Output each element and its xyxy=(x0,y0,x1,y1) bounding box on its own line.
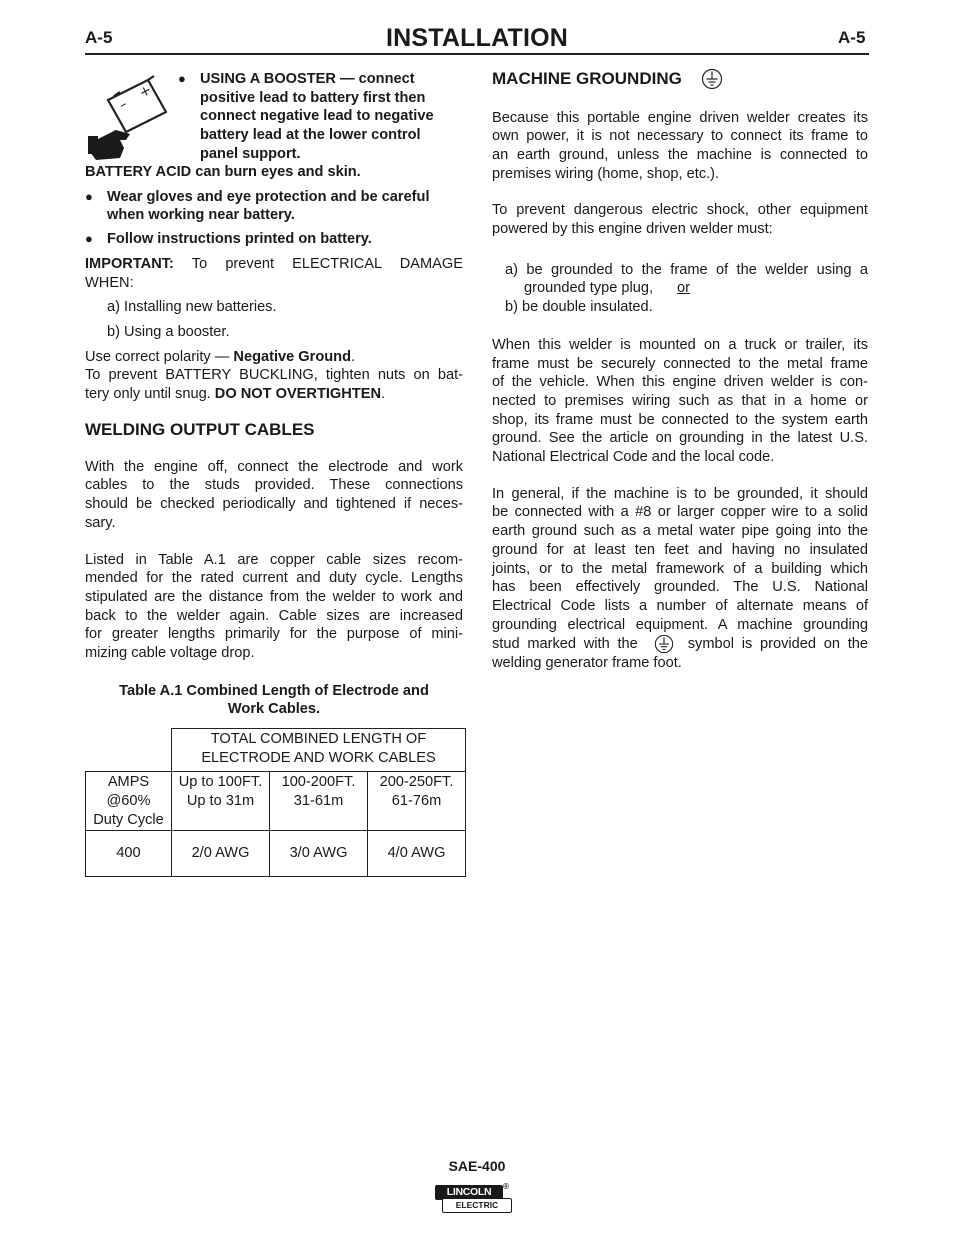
grounding-heading xyxy=(492,69,868,90)
grounding-p1-line: Because this portable engine driven welder creates its xyxy=(492,109,868,126)
important-item-b: b) Using a booster. xyxy=(107,323,230,340)
table-top-header xyxy=(172,729,466,772)
length-column-header xyxy=(368,772,466,831)
cables-paragraph-1 xyxy=(85,458,463,533)
cables-p2-line: for greater lengths primarily for the purpose of mini- xyxy=(85,626,463,643)
lincoln-electric-logo xyxy=(433,1182,513,1213)
polarity-bold: Negative Ground xyxy=(233,348,351,365)
grounding-p4-line: has been effectively grounded. The U.S. National xyxy=(492,579,868,596)
cables-p2-line: mizing cable voltage drop. xyxy=(85,645,255,662)
symbol-line-post: symbol is provided on the xyxy=(687,636,868,653)
important-text: To prevent ELECTRICAL DAMAGE xyxy=(173,255,463,272)
booster-line: connect negative lead to negative xyxy=(200,108,434,125)
length-header-ft: Up to 100FT. xyxy=(178,774,263,790)
grounding-p4-line: In general, if the machine is to be grounded, it should xyxy=(492,485,868,502)
length-column-header xyxy=(172,772,270,831)
requirement-a-cont xyxy=(505,279,868,298)
length-column-header xyxy=(270,772,368,831)
cables-p2-line: stipulated are the distance from the welder to work and xyxy=(85,588,463,605)
table-caption-line: Work Cables. xyxy=(227,701,321,718)
grounding-p2-line: powered by this engine driven welder must: xyxy=(492,221,773,238)
important-note xyxy=(85,255,463,274)
grounding-p1-line: premises wiring (home, shop, etc.). xyxy=(492,165,720,182)
page-title: INSTALLATION xyxy=(385,24,568,52)
cable-size-cell: 2/0 AWG xyxy=(172,831,270,877)
requirement-b: b) be double insulated. xyxy=(505,299,653,316)
cables-p2-line: mended for the rated current and duty cycle. Lengths xyxy=(85,570,463,587)
important-item-a: a) Installing new batteries. xyxy=(107,299,277,316)
amps-value-cell: 400 xyxy=(86,831,172,877)
model-number: SAE-400 xyxy=(448,1158,506,1174)
left-column xyxy=(85,163,463,719)
grounding-p1-line: own power, it is not necessary to connect its frame to xyxy=(492,128,868,145)
grounding-paragraph-1 xyxy=(492,109,868,184)
cables-heading: WELDING OUTPUT CABLES xyxy=(85,419,315,439)
grounding-p3-line: nected to premises wiring such as that in a home or xyxy=(492,392,868,409)
battery-acid-warning-icon xyxy=(86,70,176,162)
amps-header-line: AMPS xyxy=(107,774,150,790)
buckling-bold: DO NOT OVERTIGHTEN xyxy=(214,386,382,403)
table-corner xyxy=(86,729,172,772)
table-top-header-line: TOTAL COMBINED LENGTH OF xyxy=(210,731,427,747)
buckling-note-cont xyxy=(85,385,463,404)
page-code-right: A-5 xyxy=(838,28,866,47)
cable-size-cell: 4/0 AWG xyxy=(368,831,466,877)
table-caption-line: Table A.1 Combined Length of Electrode and xyxy=(119,682,429,699)
polarity-note xyxy=(85,348,463,367)
grounding-p3-line: When this welder is mounted on a truck or trailer, its xyxy=(492,336,868,353)
grounding-p3-line: of the vehicle. When this engine driven welder is con- xyxy=(492,374,868,391)
length-header-m: 31-61m xyxy=(293,793,344,809)
grounding-p1-line: an earth ground, unless the machine is connected to xyxy=(492,146,868,163)
requirement-a-text: grounded type plug, xyxy=(524,280,654,297)
length-header-ft: 200-250FT. xyxy=(379,774,454,790)
length-header-m: 61-76m xyxy=(391,793,442,809)
booster-line: positive lead to battery first then xyxy=(200,89,426,106)
amps-header-line: @60% xyxy=(106,793,151,809)
booster-bullet xyxy=(178,70,468,164)
cable-size-table xyxy=(85,728,466,877)
gloves-line: when working near battery. xyxy=(107,207,295,224)
important-label: IMPORTANT: xyxy=(85,255,174,272)
requirement-or: or xyxy=(677,280,690,297)
buckling-text: tery only until snug. xyxy=(85,386,215,403)
grounding-paragraph-3 xyxy=(492,336,868,467)
table-top-header-line: ELECTRODE AND WORK CABLES xyxy=(201,750,436,766)
instructions-line: ● Follow instructions printed on battery. xyxy=(107,231,372,248)
amps-header-cell xyxy=(86,772,172,831)
instructions-bullet xyxy=(85,230,463,249)
cables-p1-line: cables to the studs provided. These connections xyxy=(85,477,463,494)
grounding-p3-line: National Electrical Code and the local code. xyxy=(492,449,775,466)
amps-header-line: Duty Cycle xyxy=(93,812,164,828)
header-rule xyxy=(85,53,869,55)
booster-line: battery lead at the lower control xyxy=(200,127,421,144)
grounding-p4-line: grounding electrical equipment. A machine grounding xyxy=(492,616,868,633)
svg-text:–: – xyxy=(116,96,131,114)
cables-paragraph-2 xyxy=(85,551,463,663)
requirement-a: a) be grounded to the frame of the welder using a xyxy=(505,261,868,278)
polarity-suffix: . xyxy=(351,348,356,365)
logo-bottom: ELECTRIC xyxy=(442,1198,512,1213)
cable-size-cell: 3/0 AWG xyxy=(270,831,368,877)
booster-line: panel support. xyxy=(200,145,301,162)
booster-line: ● USING A BOOSTER — connect xyxy=(200,71,415,87)
length-header-m: Up to 31m xyxy=(186,793,255,809)
logo-top: LINCOLN xyxy=(435,1185,503,1200)
grounding-p4-line: welding generator frame foot. xyxy=(492,655,682,672)
table-caption xyxy=(85,682,463,719)
acid-warning: BATTERY ACID can burn eyes and skin. xyxy=(85,164,361,180)
grounding-p4-line: be connected with a #8 or larger copper wire to a solid xyxy=(492,504,868,521)
grounding-p3-line: ground. See the article on grounding in the latest U.S. xyxy=(492,430,868,447)
cables-p2-line: back to the welder again. Cable sizes are increased xyxy=(85,607,463,624)
cables-p1-line: should be checked periodically and tightened if neces- xyxy=(85,496,463,513)
grounding-p4-line: ground for at least ten feet and having no insulated xyxy=(492,541,868,558)
svg-text:+: + xyxy=(136,81,155,102)
ground-symbol-icon xyxy=(701,68,723,90)
cables-p1-line: With the engine off, connect the electrode and work xyxy=(85,458,463,475)
polarity-prefix: Use correct polarity — xyxy=(85,348,234,365)
grounding-p4-line: earth ground such as a metal water pipe going into the xyxy=(492,523,868,540)
grounding-p4-line: joints, or to the metal framework of a building which xyxy=(492,560,868,577)
cables-p1-line: sary. xyxy=(85,514,116,531)
grounding-paragraph-4 xyxy=(492,485,868,673)
gloves-line: ● Wear gloves and eye protection and be careful xyxy=(107,188,430,205)
page-code-left: A-5 xyxy=(85,28,113,47)
grounding-symbol-line xyxy=(492,634,868,654)
symbol-line-pre: stud marked with the xyxy=(492,636,638,653)
grounding-p2-line: To prevent dangerous electric shock, other equipment xyxy=(492,202,868,219)
grounding-requirements xyxy=(492,261,868,317)
ground-symbol-icon xyxy=(654,634,674,654)
gloves-bullet xyxy=(85,188,463,225)
buckling-end: . xyxy=(381,386,386,403)
right-column xyxy=(492,69,868,673)
length-header-ft: 100-200FT. xyxy=(281,774,356,790)
grounding-p3-line: shop, its frame must be connected to the system earth xyxy=(492,411,868,428)
buckling-note: To prevent BATTERY BUCKLING, tighten nuts on bat- xyxy=(85,367,463,384)
cables-p2-line: Listed in Table A.1 are copper cable sizes recom- xyxy=(85,551,463,568)
grounding-p4-line: Electrical Code lists a number of alternate means of xyxy=(492,597,868,614)
logo-registered-mark: ® xyxy=(503,1182,509,1191)
important-text-cont: WHEN: xyxy=(85,274,134,291)
grounding-heading-text: MACHINE GROUNDING xyxy=(492,69,682,88)
grounding-paragraph-2 xyxy=(492,201,868,238)
grounding-p3-line: frame must be securely connected to the metal frame xyxy=(492,355,868,372)
